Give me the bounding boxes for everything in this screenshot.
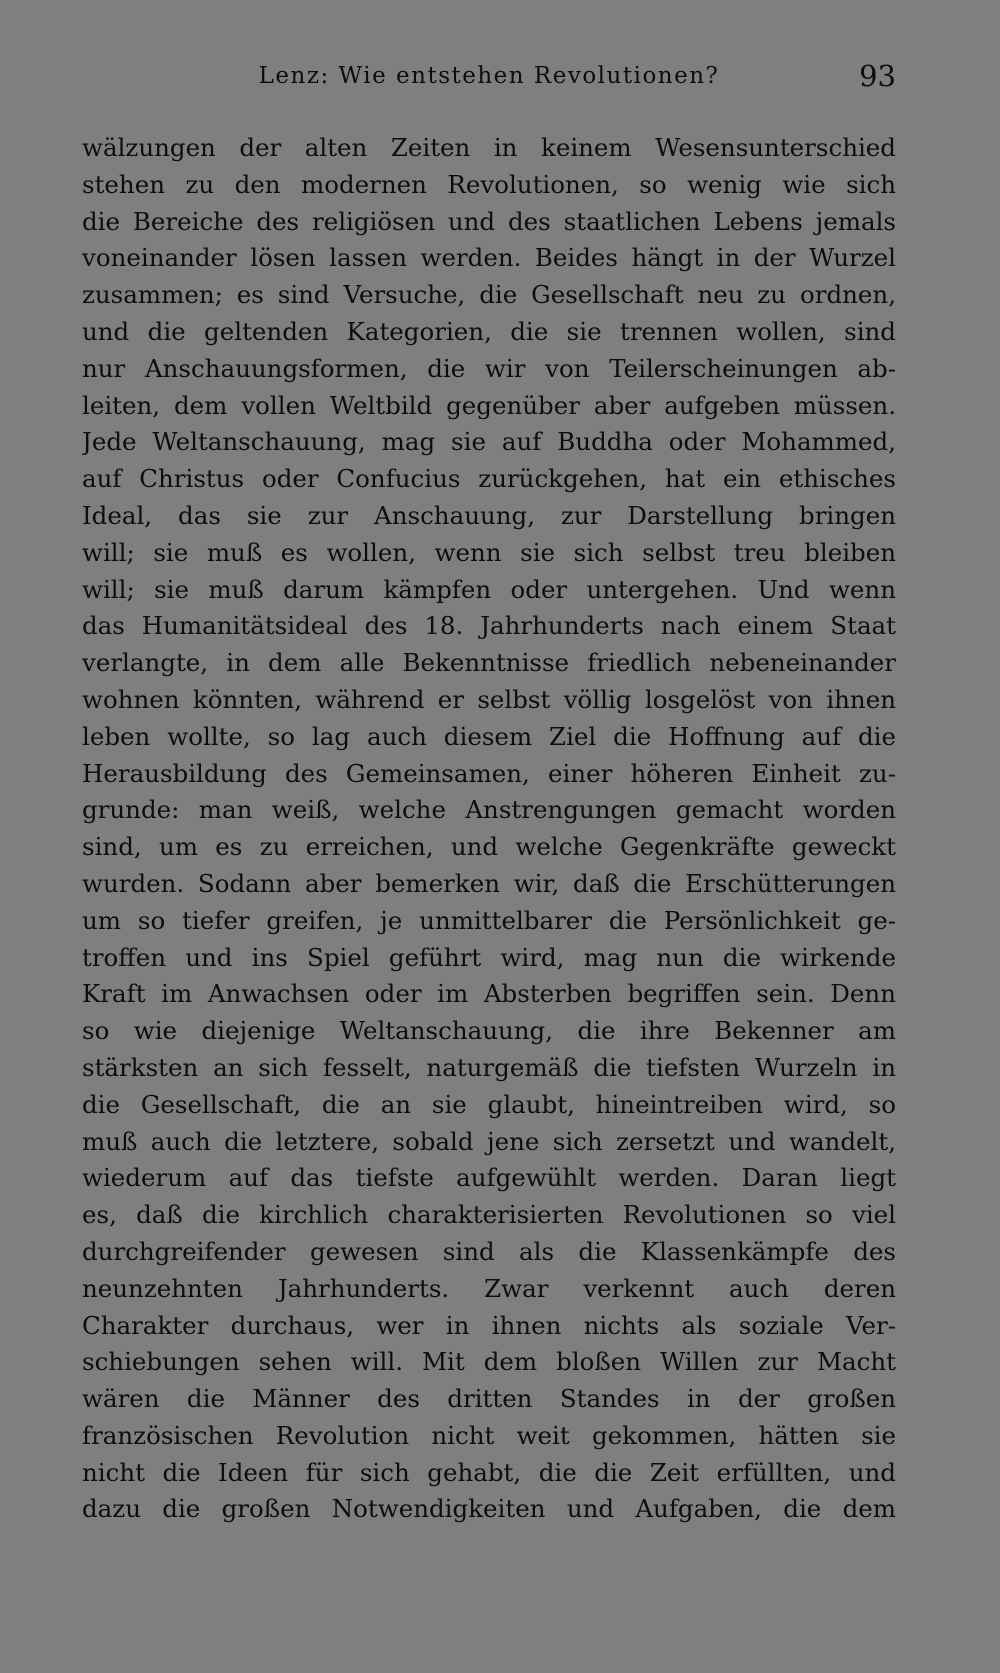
text-line: wohnen könnten, während er selbst völlig losgelöst von ihnen [82, 684, 896, 714]
text-line: es, daß die kirchlich charakterisierten Revolutionen so viel [82, 1200, 896, 1230]
text-line: leben wollte, so lag auch diesem Ziel die Hoffnung auf die [82, 721, 896, 751]
text-line: stärksten an sich fesselt, naturgemäß die tiefsten Wurzeln in [82, 1052, 896, 1082]
text-line: zusammen; es sind Versuche, die Gesellschaft neu zu ordnen, [82, 280, 896, 310]
text-line: Kraft im Anwachsen oder im Absterben begriffen sein. Denn [82, 979, 896, 1009]
text-line: neunzehnten Jahrhunderts. Zwar verkennt auch deren [82, 1273, 896, 1303]
text-line: wären die Männer des dritten Standes in der großen [82, 1384, 896, 1414]
running-head [82, 56, 896, 96]
text-line: sind, um es zu erreichen, und welche Gegenkräfte geweckt [82, 832, 896, 862]
text-line: muß auch die letztere, sobald jene sich zersetzt und wandelt, [82, 1126, 896, 1156]
text-line: das Humanitätsideal des 18. Jahrhunderts nach einem Staat [82, 611, 896, 641]
text-line: auf Christus oder Confucius zurückgehen, hat ein ethisches [82, 464, 896, 494]
text-line: nicht die Ideen für sich gehabt, die die Zeit erfüllten, und [82, 1457, 896, 1487]
text-line: schiebungen sehen will. Mit dem bloßen Willen zur Macht [82, 1347, 896, 1377]
body-text [82, 130, 896, 1528]
text-line: leiten, dem vollen Weltbild gegenüber aber aufgeben müssen. [82, 390, 896, 420]
text-line: durchgreifender gewesen sind als die Klassenkämpfe des [82, 1236, 896, 1266]
page-number: 93 [859, 59, 896, 93]
text-line: so wie diejenige Weltanschauung, die ihre Bekenner am [82, 1016, 896, 1046]
text-line: voneinander lösen lassen werden. Beides hängt in der Wurzel [82, 243, 896, 273]
text-line: troffen und ins Spiel geführt wird, mag nun die wirkende [82, 942, 896, 972]
text-line: wiederum auf das tiefste aufgewühlt werden. Daran liegt [82, 1163, 896, 1193]
text-line: wurden. Sodann aber bemerken wir, daß die Erschütterungen [82, 868, 896, 898]
text-line: Charakter durchaus, wer in ihnen nichts als soziale Ver- [82, 1310, 896, 1340]
text-line: die Gesellschaft, die an sie glaubt, hineintreiben wird, so [82, 1089, 896, 1119]
text-line: nur Anschauungsformen, die wir von Teilerscheinungen ab- [82, 353, 896, 383]
text-line: stehen zu den modernen Revolutionen, so wenig wie sich [82, 169, 896, 199]
text-line: will; sie muß es wollen, wenn sie sich selbst treu bleiben [82, 537, 896, 567]
text-line: die Bereiche des religiösen und des staatlichen Lebens jemals [82, 206, 896, 236]
text-line: grunde: man weiß, welche Anstrengungen gemacht worden [82, 795, 896, 825]
text-line: und die geltenden Kategorien, die sie trennen wollen, sind [82, 316, 896, 346]
text-line: Herausbildung des Gemeinsamen, einer höheren Einheit zu- [82, 758, 896, 788]
text-line: will; sie muß darum kämpfen oder untergehen. Und wenn [82, 574, 896, 604]
text-line: um so tiefer greifen, je unmittelbarer die Persönlichkeit ge- [82, 905, 896, 935]
text-line: französischen Revolution nicht weit gekommen, hätten sie [82, 1420, 896, 1450]
text-line: wälzungen der alten Zeiten in keinem Wesensunterschied [82, 133, 896, 162]
text-line: verlangte, in dem alle Bekenntnisse friedlich nebeneinander [82, 648, 896, 678]
text-line: Jede Weltanschauung, mag sie auf Buddha oder Mohammed, [82, 427, 896, 457]
text-line: dazu die großen Notwendigkeiten und Aufgaben, die dem [82, 1494, 896, 1524]
text-line: Ideal, das sie zur Anschauung, zur Darstellung bringen [82, 500, 896, 530]
running-title: Lenz: Wie entstehen Revolutionen? [258, 63, 720, 89]
